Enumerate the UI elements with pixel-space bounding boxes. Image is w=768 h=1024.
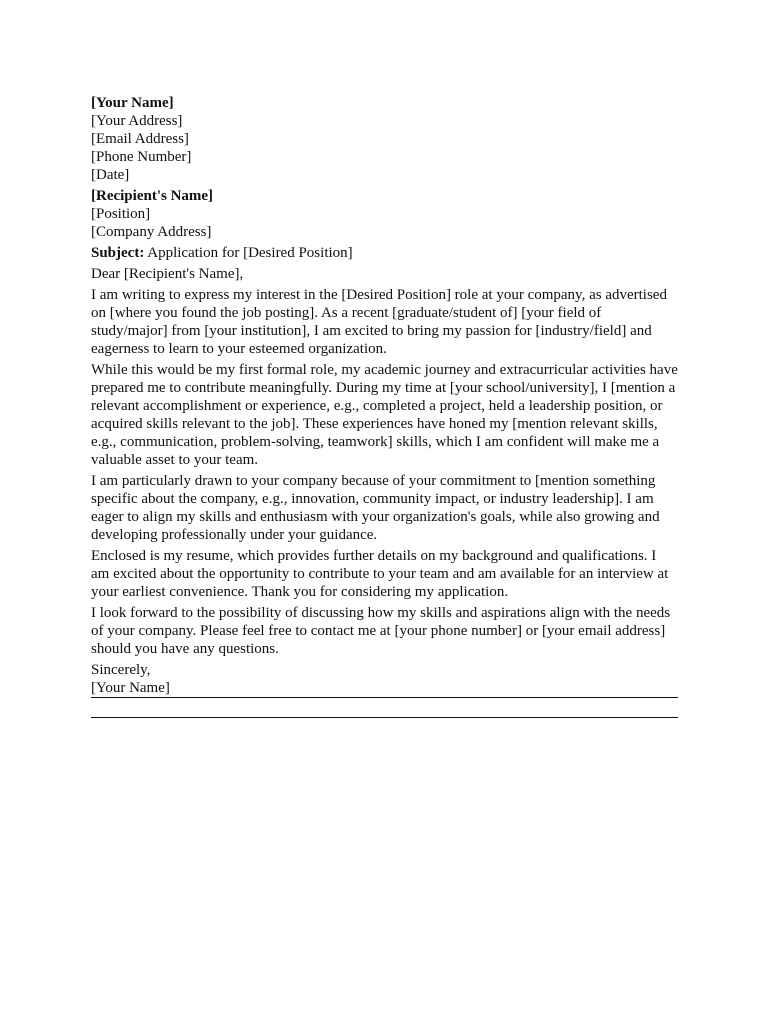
sender-email: [Email Address]: [91, 131, 189, 147]
subject-text: Application for [Desired Position]: [147, 245, 353, 261]
sender-block: [91, 94, 678, 184]
recipient-position: [Position]: [91, 206, 151, 222]
body-paragraph-5: I look forward to the possibility of discussing how my skills and aspirations align with the needs of your company. Please feel free to contact me at [your phone number] or [your email address] should you have any questions.: [91, 605, 671, 657]
subject-line: [91, 244, 678, 262]
letter-page: [91, 94, 678, 718]
signature-name: [Your Name]: [91, 679, 678, 698]
sender-name: [Your Name]: [91, 95, 174, 111]
letter-date: [Date]: [91, 167, 130, 183]
body-paragraph-3: I am particularly drawn to your company because of your commitment to [mention something specific about the company, e.g., innovation, community impact, or industry leadership]. I am eager to align my skills and enthusiasm with your organization's goals, while also growing and developing professionally under your guidance.: [91, 473, 660, 543]
body-paragraph-1: I am writing to express my interest in the [Desired Position] role at your company, as advertised on [where you found the job posting]. As a recent [graduate/student of] [your field of study/major] from [your institution], I am excited to bring my passion for [industry/field] and eagerness to learn to your esteemed organization.: [91, 287, 667, 357]
sender-address: [Your Address]: [91, 113, 183, 129]
body-paragraph-2: While this would be my first formal role, my academic journey and extracurricular activities have prepared me to contribute meaningfully. During my time at [your school/university], I [mention a relevant accomplishment or experience, e.g., completed a project, held a leadership position, or acquired skills relevant to the job]. These experiences have honed my [mention relevant skills, e.g., communication, problem-solving, teamwork] skills, which I am confident will make me a valuable asset to your team.: [91, 362, 678, 468]
recipient-name: [Recipient's Name]: [91, 188, 214, 204]
closing-block: [91, 661, 678, 698]
valediction: Sincerely,: [91, 662, 151, 678]
salutation: Dear [Recipient's Name],: [91, 266, 244, 282]
body-paragraph-4: Enclosed is my resume, which provides further details on my background and qualifications. I am excited about the opportunity to contribute to your team and am available for an interview at your earliest convenience. Thank you for considering my application.: [91, 548, 669, 600]
subject-label: Subject:: [91, 245, 145, 261]
recipient-block: [91, 187, 678, 241]
sender-phone: [Phone Number]: [91, 149, 192, 165]
signature-rule: [91, 717, 678, 718]
recipient-company-address: [Company Address]: [91, 224, 212, 240]
